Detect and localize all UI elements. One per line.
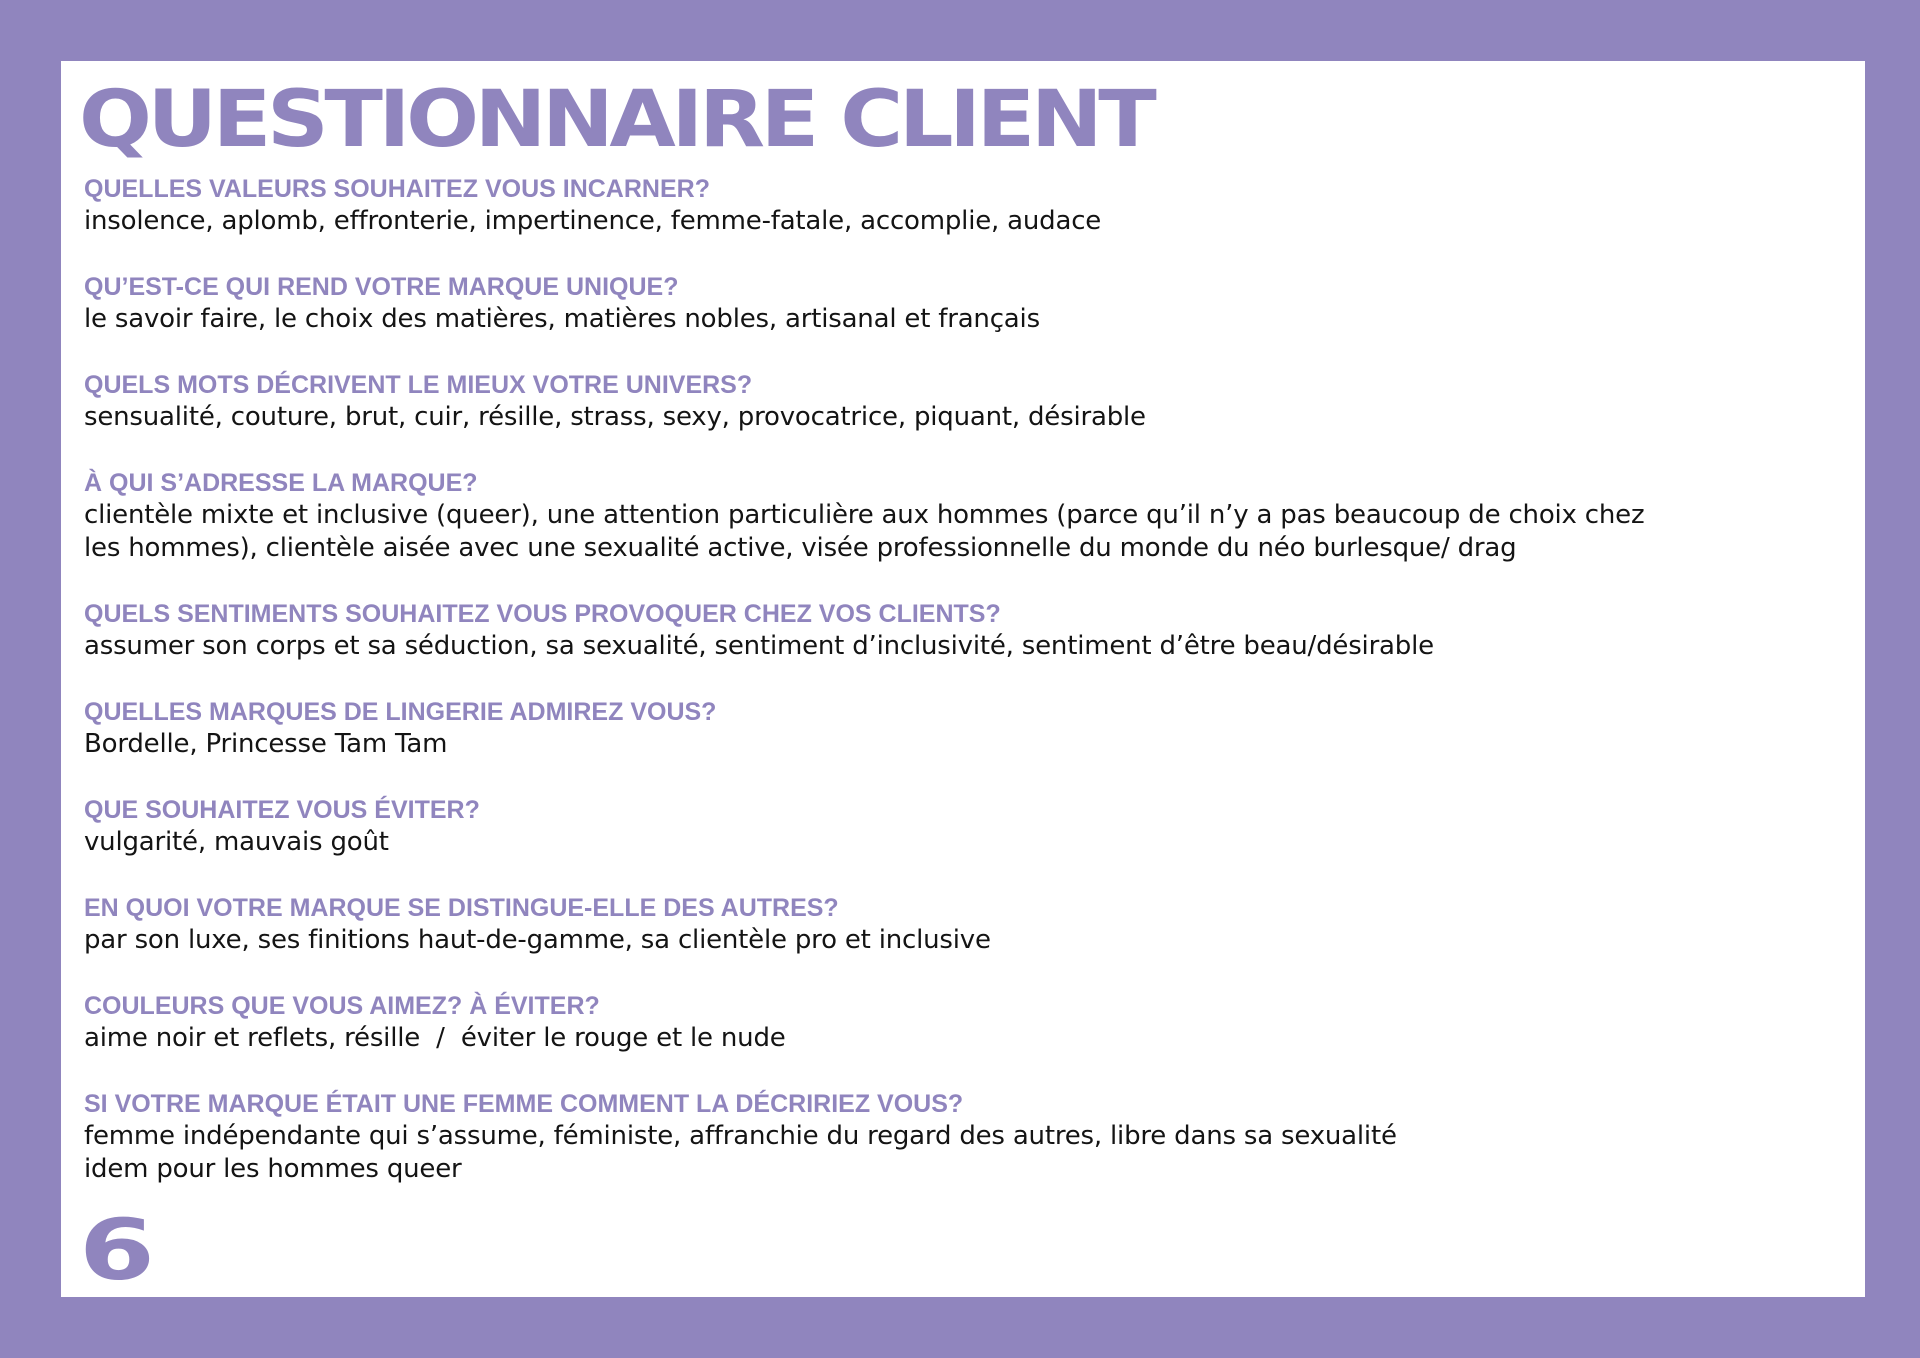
qa-item (84, 271, 1824, 336)
qa-item (84, 696, 1824, 761)
page-number: 6 (79, 1201, 155, 1297)
document-page (61, 61, 1865, 1297)
question-text: QUELS MOTS DÉCRIVENT LE MIEUX VOTRE UNIVERS? (84, 371, 753, 399)
qa-item (84, 598, 1824, 663)
qa-item (84, 173, 1824, 238)
qa-item (84, 990, 1824, 1055)
answer-line: vulgarité, mauvais goût (84, 827, 389, 857)
answer-line: idem pour les hommes queer (84, 1154, 462, 1184)
question-text: À QUI S’ADRESSE LA MARQUE? (84, 469, 478, 497)
answer-line: aime noir et reflets, résille / éviter le rouge et le nude (84, 1023, 786, 1053)
answer-line: par son luxe, ses finitions haut-de-gamme, sa clientèle pro et inclusive (84, 925, 991, 955)
qa-item (84, 1088, 1824, 1186)
answer-line: les hommes), clientèle aisée avec une sexualité active, visée professionnelle du monde du néo burlesque/ drag (84, 533, 1517, 563)
question-text: QUELLES VALEURS SOUHAITEZ VOUS INCARNER? (84, 175, 710, 203)
qa-item (84, 794, 1824, 859)
question-text: EN QUOI VOTRE MARQUE SE DISTINGUE-ELLE DES AUTRES? (84, 894, 839, 922)
questionnaire-list (84, 173, 1824, 1219)
answer-line: le savoir faire, le choix des matières, matières nobles, artisanal et français (84, 304, 1040, 334)
qa-item (84, 369, 1824, 434)
answer-line: assumer son corps et sa séduction, sa sexualité, sentiment d’inclusivité, sentiment d’être beau/désirable (84, 631, 1434, 661)
qa-item (84, 892, 1824, 957)
question-text: QUE SOUHAITEZ VOUS ÉVITER? (84, 796, 480, 824)
page-title: QUESTIONNAIRE CLIENT (79, 75, 1153, 165)
qa-item (84, 467, 1824, 565)
question-text: QUELS SENTIMENTS SOUHAITEZ VOUS PROVOQUER CHEZ VOS CLIENTS? (84, 600, 1001, 628)
question-text: COULEURS QUE VOUS AIMEZ? À ÉVITER? (84, 992, 600, 1020)
answer-line: clientèle mixte et inclusive (queer), une attention particulière aux hommes (parce qu’il n’y a pas beaucoup de choix chez (84, 500, 1645, 530)
answer-line: insolence, aplomb, effronterie, impertinence, femme-fatale, accomplie, audace (84, 206, 1102, 236)
answer-line: sensualité, couture, brut, cuir, résille, strass, sexy, provocatrice, piquant, désirable (84, 402, 1146, 432)
answer-line: femme indépendante qui s’assume, féministe, affranchie du regard des autres, libre dans sa sexualité (84, 1121, 1397, 1151)
question-text: QU’EST-CE QUI REND VOTRE MARQUE UNIQUE? (84, 273, 679, 301)
answer-line: Bordelle, Princesse Tam Tam (84, 729, 448, 759)
question-text: QUELLES MARQUES DE LINGERIE ADMIREZ VOUS? (84, 698, 717, 726)
question-text: SI VOTRE MARQUE ÉTAIT UNE FEMME COMMENT LA DÉCRIRIEZ VOUS? (84, 1090, 964, 1118)
